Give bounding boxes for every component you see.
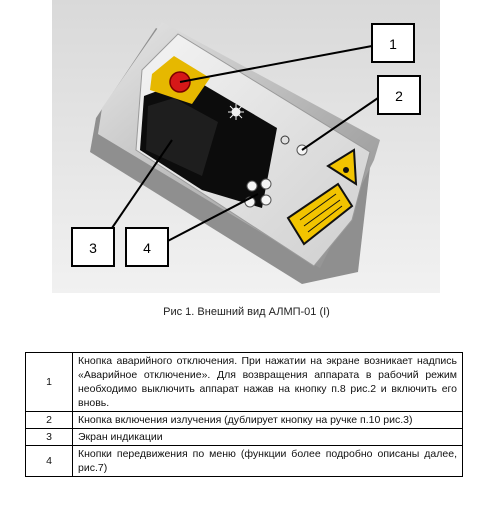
row-description: Кнопка включения излучения (дублирует кнопку на ручке п.10 рис.3) <box>73 412 463 429</box>
row-description: Кнопки передвижения по меню (функции более подробно описаны далее, рис.7) <box>73 446 463 477</box>
callout-3 <box>72 228 114 266</box>
row-number: 1 <box>26 353 73 412</box>
device-photo <box>52 0 440 293</box>
emergency-button <box>170 72 190 92</box>
legend-table <box>25 352 463 477</box>
callout-1 <box>372 24 414 62</box>
table-row <box>26 446 463 477</box>
row-number: 3 <box>26 429 73 446</box>
callout-2 <box>378 76 420 114</box>
row-number: 4 <box>26 446 73 477</box>
row-description: Экран индикации <box>73 429 463 446</box>
row-number: 2 <box>26 412 73 429</box>
table-row <box>26 353 463 412</box>
svg-text:3: 3 <box>89 240 97 256</box>
laser-symbol-icon <box>228 104 244 120</box>
svg-text:4: 4 <box>143 240 151 256</box>
svg-text:1: 1 <box>389 36 397 52</box>
callout-4 <box>126 228 168 266</box>
table-row <box>26 412 463 429</box>
row-description: Кнопка аварийного отключения. При нажатии на экране возникает надпись «Аварийное отключение». Для возвращения аппарата в рабочий режим необходимо выключить аппарат нажав на кнопку п.8 рис.2 и включить его вновь. <box>73 353 463 412</box>
svg-text:2: 2 <box>395 88 403 104</box>
figure-caption: Рис 1. Внешний вид АЛМП-01 (I) <box>163 306 330 318</box>
table-row <box>26 429 463 446</box>
